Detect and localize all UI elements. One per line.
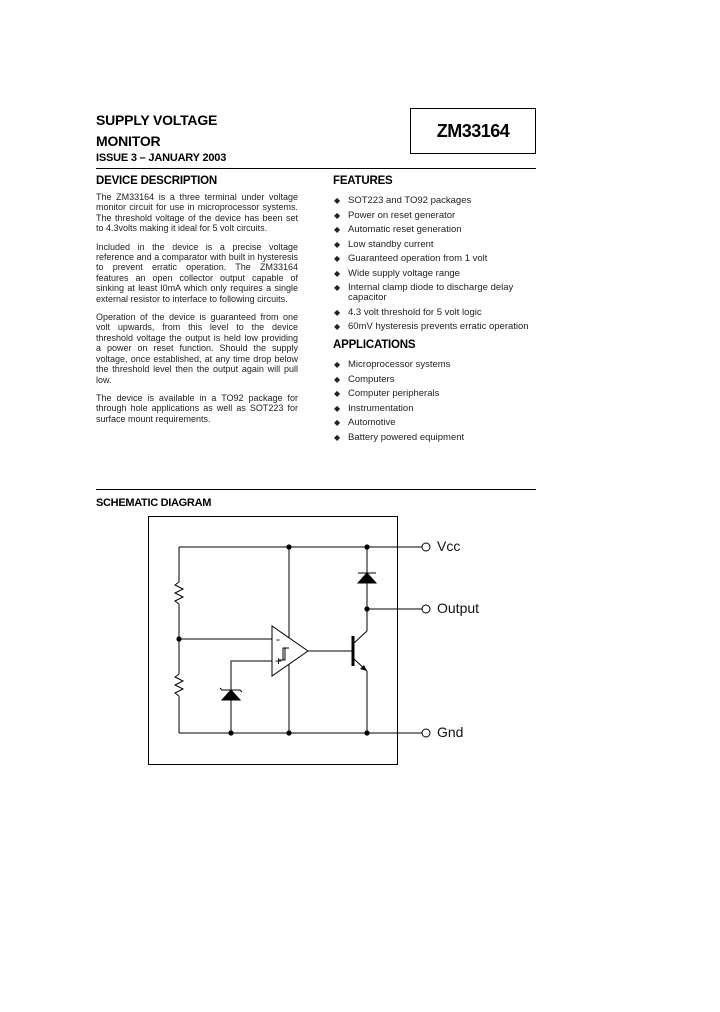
bullet-icon: ◆ bbox=[334, 389, 341, 398]
feature-text: 60mV hysteresis prevents erratic operation bbox=[348, 321, 529, 332]
feature-text: Internal clamp diode to discharge delay capacitor bbox=[348, 282, 514, 303]
bullet-icon: ◆ bbox=[334, 418, 341, 427]
application-text: Instrumentation bbox=[348, 402, 414, 414]
junction-dot bbox=[364, 606, 369, 611]
reference-zener bbox=[220, 688, 242, 700]
junction-dot bbox=[364, 544, 369, 549]
bullet-icon: ◆ bbox=[334, 239, 341, 249]
description-paragraph-4: The device is available in a TO92 package for through hole applications as well as SOT223 for surface mount requirements. bbox=[96, 392, 298, 424]
junction-dot bbox=[286, 544, 291, 549]
applications-heading: APPLICATIONS bbox=[333, 339, 416, 351]
application-text: Automotive bbox=[348, 417, 396, 428]
output-terminal bbox=[422, 605, 430, 613]
feature-text: Wide supply voltage range bbox=[348, 267, 460, 279]
bullet-icon: ◆ bbox=[334, 307, 341, 317]
feature-text: SOT223 and TO92 packages bbox=[348, 195, 472, 206]
title-line-1: SUPPLY VOLTAGE bbox=[96, 112, 218, 128]
bullet-icon: ◆ bbox=[334, 283, 341, 292]
description-heading: DEVICE DESCRIPTION bbox=[96, 175, 218, 187]
clamp-diode bbox=[358, 573, 376, 583]
vcc-terminal bbox=[422, 543, 430, 551]
bullet-icon: ◆ bbox=[334, 268, 341, 278]
description-paragraph-3: Operation of the device is guaranteed from one volt upwards, from this level to the device threshold voltage the output is held low providing a power on reset function. Should the supply voltage, once established, at any time drop below the threshold level then the output again will pull low. bbox=[96, 312, 298, 385]
feature-text: Power on reset generator bbox=[348, 209, 456, 221]
resistor-lower bbox=[175, 674, 183, 696]
bullet-icon: ◆ bbox=[334, 432, 341, 442]
transistor-collector bbox=[354, 631, 367, 643]
description-paragraph-1: The ZM33164 is a three terminal under voltage monitor circuit for use in microprocessor systems. The threshold voltage of the device has been set to 4.3volts making it ideal for 5 volt circuits. bbox=[96, 192, 298, 234]
junction-dot bbox=[176, 636, 181, 641]
application-text: Microprocessor systems bbox=[348, 359, 451, 370]
bullet-icon: ◆ bbox=[334, 374, 341, 384]
bullet-icon: ◆ bbox=[334, 403, 341, 413]
bullet-icon: ◆ bbox=[334, 210, 341, 220]
comparator-minus-label: - bbox=[276, 632, 280, 646]
application-text: Computer peripherals bbox=[348, 388, 440, 399]
comparator-plus-label: + bbox=[275, 654, 283, 668]
bullet-icon: ◆ bbox=[334, 322, 341, 331]
junction-dot bbox=[286, 730, 291, 735]
resistor-upper bbox=[175, 582, 183, 604]
part-number: ZM33164 bbox=[436, 120, 510, 141]
title-line-2: MONITOR bbox=[96, 133, 161, 149]
feature-text: Guaranteed operation from 1 volt bbox=[348, 253, 488, 264]
description-paragraph-2: Included in the device is a precise voltage reference and a comparator with built in hysteresis to prevent erratic operation. The ZM33164 features an open collector output capable of sinking at least l0mA which only requires a single external resistor to interface to following circuits. bbox=[96, 241, 298, 304]
issue-date: ISSUE 3 – JANUARY 2003 bbox=[96, 152, 227, 164]
feature-text: 4.3 volt threshold for 5 volt logic bbox=[348, 306, 482, 318]
features-heading: FEATURES bbox=[333, 175, 393, 187]
feature-text: Low standby current bbox=[348, 238, 434, 250]
bullet-icon: ◆ bbox=[334, 254, 341, 263]
vcc-pin-label: Vcc bbox=[437, 538, 461, 554]
application-text: Battery powered equipment bbox=[348, 431, 465, 443]
junction-dot bbox=[364, 730, 369, 735]
bullet-icon: ◆ bbox=[334, 360, 341, 369]
bullet-icon: ◆ bbox=[334, 196, 341, 205]
feature-text: Automatic reset generation bbox=[348, 224, 462, 235]
bullet-icon: ◆ bbox=[334, 225, 341, 234]
schematic-heading: SCHEMATIC DIAGRAM bbox=[96, 497, 212, 509]
application-text: Computers bbox=[348, 373, 395, 385]
plus-input-wire bbox=[231, 661, 272, 690]
gnd-pin-label: Gnd bbox=[437, 724, 464, 740]
output-pin-label: Output bbox=[437, 600, 480, 616]
junction-dot bbox=[228, 730, 233, 735]
gnd-terminal bbox=[422, 729, 430, 737]
